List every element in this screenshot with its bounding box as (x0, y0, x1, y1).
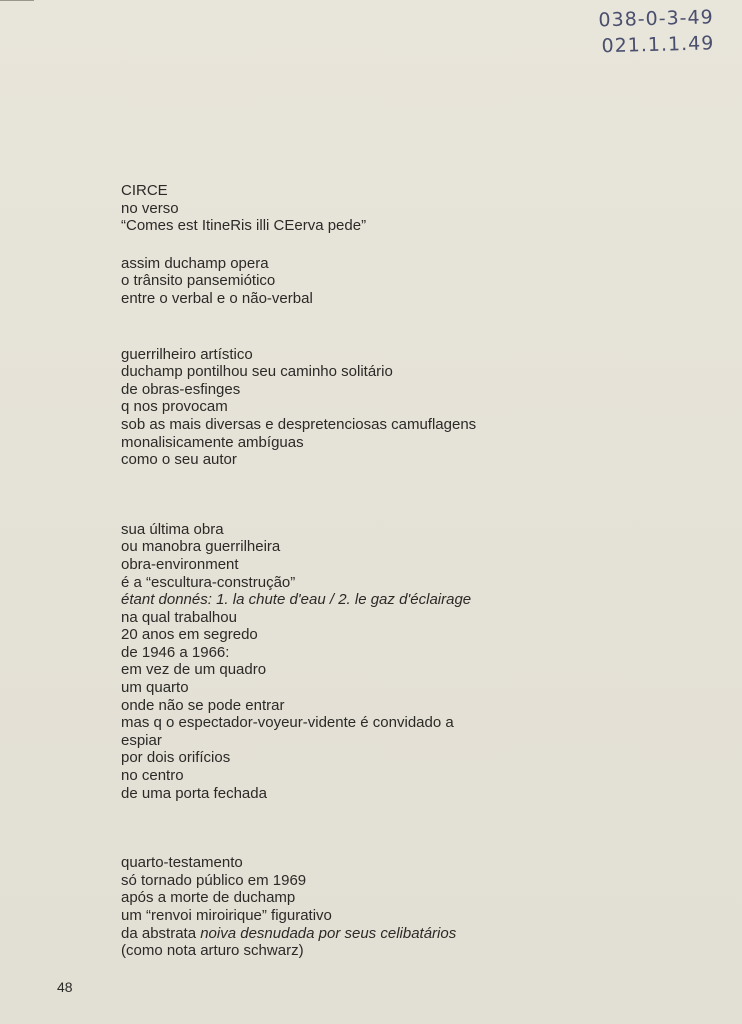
poem-title: CIRCE (121, 182, 168, 199)
poem-line: ou manobra guerrilheira (121, 538, 281, 556)
page-number: 48 (57, 979, 73, 995)
stanza-3 (121, 346, 541, 469)
poem-line: monalisicamente ambíguas (121, 433, 304, 451)
poem-line: de obras-esfinges (121, 380, 241, 398)
poem-line: assim duchamp opera (121, 254, 269, 272)
poem-line: q nos provocam (121, 398, 228, 416)
poem-line: após a morte de duchamp (121, 889, 296, 907)
poem-line: quarto-testamento (121, 854, 243, 872)
stanza-4 (121, 521, 541, 803)
poem-line: como o seu autor (121, 451, 237, 469)
poem-line: em vez de um quadro (121, 661, 267, 679)
poem-line: de uma porta fechada (121, 784, 267, 802)
poem-line: mas q o espectador-voyeur-vidente é convidado a (121, 714, 454, 732)
poem-line: só tornado público em 1969 (121, 871, 307, 889)
handwritten-catalog-numbers (583, 4, 714, 59)
poem-line: (como nota arturo schwarz) (121, 942, 304, 960)
poem-line: sob as mais diversas e despretenciosas camuflagens (121, 415, 477, 433)
poem-line: o trânsito pansemiótico (121, 272, 276, 290)
poem-line-italic-title: étant donnés: 1. la chute d'eau / 2. le gaz d'éclairage (121, 591, 472, 609)
poem-line: espiar (121, 731, 162, 749)
poem-line: na qual trabalhou (121, 608, 237, 626)
poem-line (121, 925, 541, 943)
poem-line: um “renvoi miroirique” figurativo (121, 907, 332, 924)
poem-line: entre o verbal e o não-verbal (121, 289, 313, 307)
poem (121, 182, 541, 960)
poem-line: no verso (121, 199, 179, 217)
poem-line: onde não se pode entrar (121, 696, 285, 714)
poem-line: é a “escultura-construção” (121, 573, 296, 591)
stanza-5 (121, 854, 541, 960)
poem-line: um quarto (121, 679, 189, 697)
poem-line: por dois orifícios (121, 749, 231, 767)
poem-line: duchamp pontilhou seu caminho solitário (121, 363, 393, 381)
poem-line-italic-title: noiva desnudada por seus celibatários (200, 924, 457, 942)
poem-line: 20 anos em segredo (121, 626, 258, 644)
poem-line: obra-environment (121, 555, 239, 573)
corner-mark (0, 0, 34, 1)
catalog-number-1: 038-0-3-49 (598, 6, 714, 32)
poem-line: guerrilheiro artístico (121, 345, 253, 363)
poem-line: “Comes est ItineRis illi CEerva pede” (121, 217, 367, 235)
stanza-2 (121, 255, 541, 308)
poem-line: de 1946 a 1966: (121, 643, 230, 661)
catalog-number-2: 021.1.1.49 (601, 32, 715, 58)
poem-line-text: da abstrata (121, 924, 201, 942)
poem-line: sua última obra (121, 520, 224, 538)
poem-line: no centro (121, 767, 184, 785)
stanza-1 (121, 182, 541, 235)
